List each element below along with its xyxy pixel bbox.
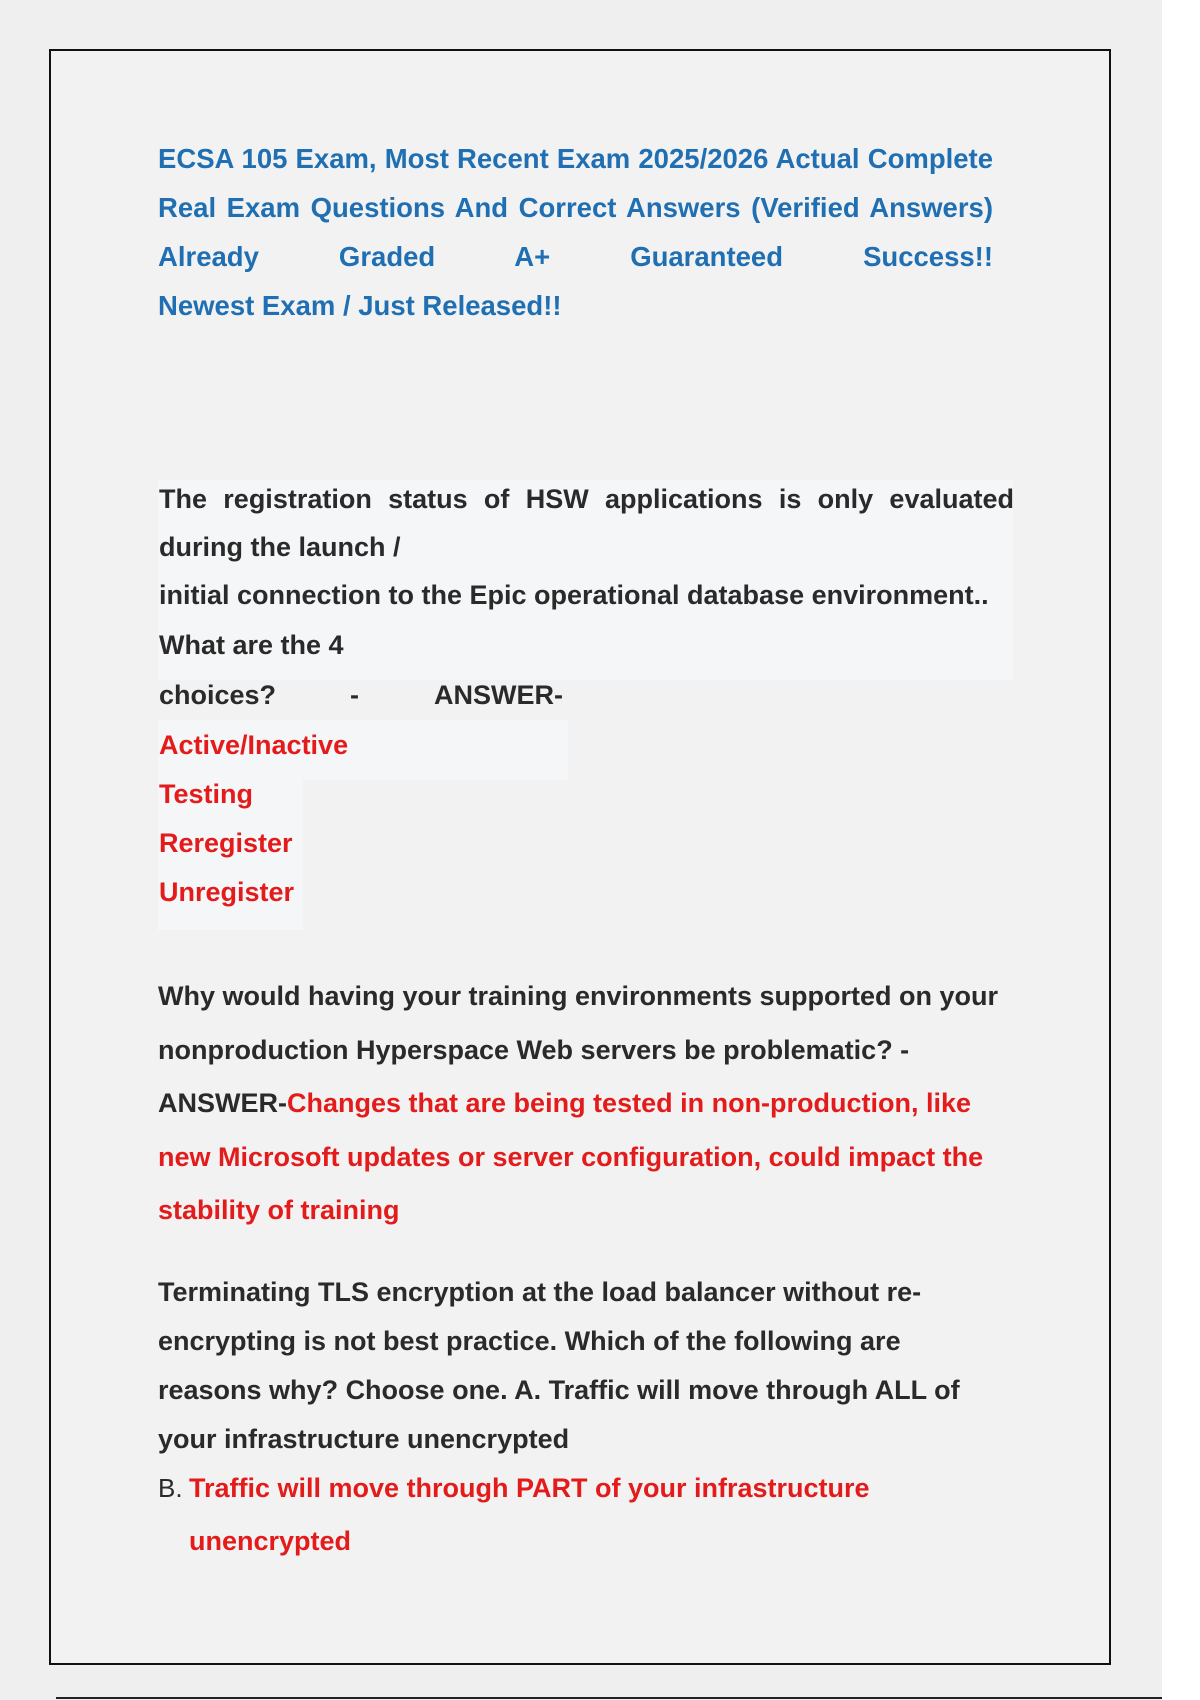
question-1-answer-label: ANSWER-	[434, 680, 563, 710]
question-2	[158, 972, 1018, 1240]
question-1-line-2: during the launch /	[159, 532, 401, 562]
document-title	[158, 134, 993, 330]
title-line-1: ECSA 105 Exam, Most Recent Exam 2025/2026 Actual	[158, 143, 860, 174]
question-1-line-4: What are the 4	[159, 630, 344, 660]
question-3-option-b	[158, 1464, 978, 1566]
answer-option: Active/Inactive	[159, 730, 349, 760]
title-line-4: Newest Exam / Just Released!!	[158, 290, 562, 321]
option-b-text-line-1: Traffic will move through PART of your infrastructure	[189, 1473, 870, 1503]
question-1-dash: -	[350, 680, 359, 710]
question-1-line-3: initial connection to the Epic operational database environment..	[159, 580, 989, 610]
question-1-line-1: The registration status of HSW applications is only evaluated	[159, 484, 1014, 514]
question-1-line-5: choices?	[159, 680, 277, 710]
question-2-answer-label: ANSWER-	[158, 1088, 287, 1118]
answer-option: Unregister	[159, 877, 295, 907]
title-line-2: Complete Real Exam Questions And Correct Answers	[158, 143, 994, 223]
question-2-text: Why would having your training environments supported on your nonproduction Hyperspace Web servers be problematic? -	[158, 981, 999, 1065]
question-3-text: Terminating TLS encryption at the load balancer without re-encrypting is not best practice. Which of the following are reasons why? Choose one. A. Traffic will move through ALL of your infrastructure unencrypted	[158, 1277, 960, 1454]
question-2-answer: Changes that are being tested in non-production, like new Microsoft updates or server configuration, could impact the stability of training	[158, 1088, 984, 1225]
answer-option: Reregister	[159, 828, 293, 858]
bottom-divider	[56, 1697, 1162, 1699]
right-margin-strip	[1162, 0, 1200, 1700]
title-line-3: (Verified Answers) Already Graded A+ Guaranteed Success!!	[158, 192, 993, 272]
answer-option: Testing	[159, 779, 253, 809]
option-b-letter: B.	[158, 1473, 183, 1503]
option-b-text-line-2: unencrypted	[189, 1526, 352, 1556]
